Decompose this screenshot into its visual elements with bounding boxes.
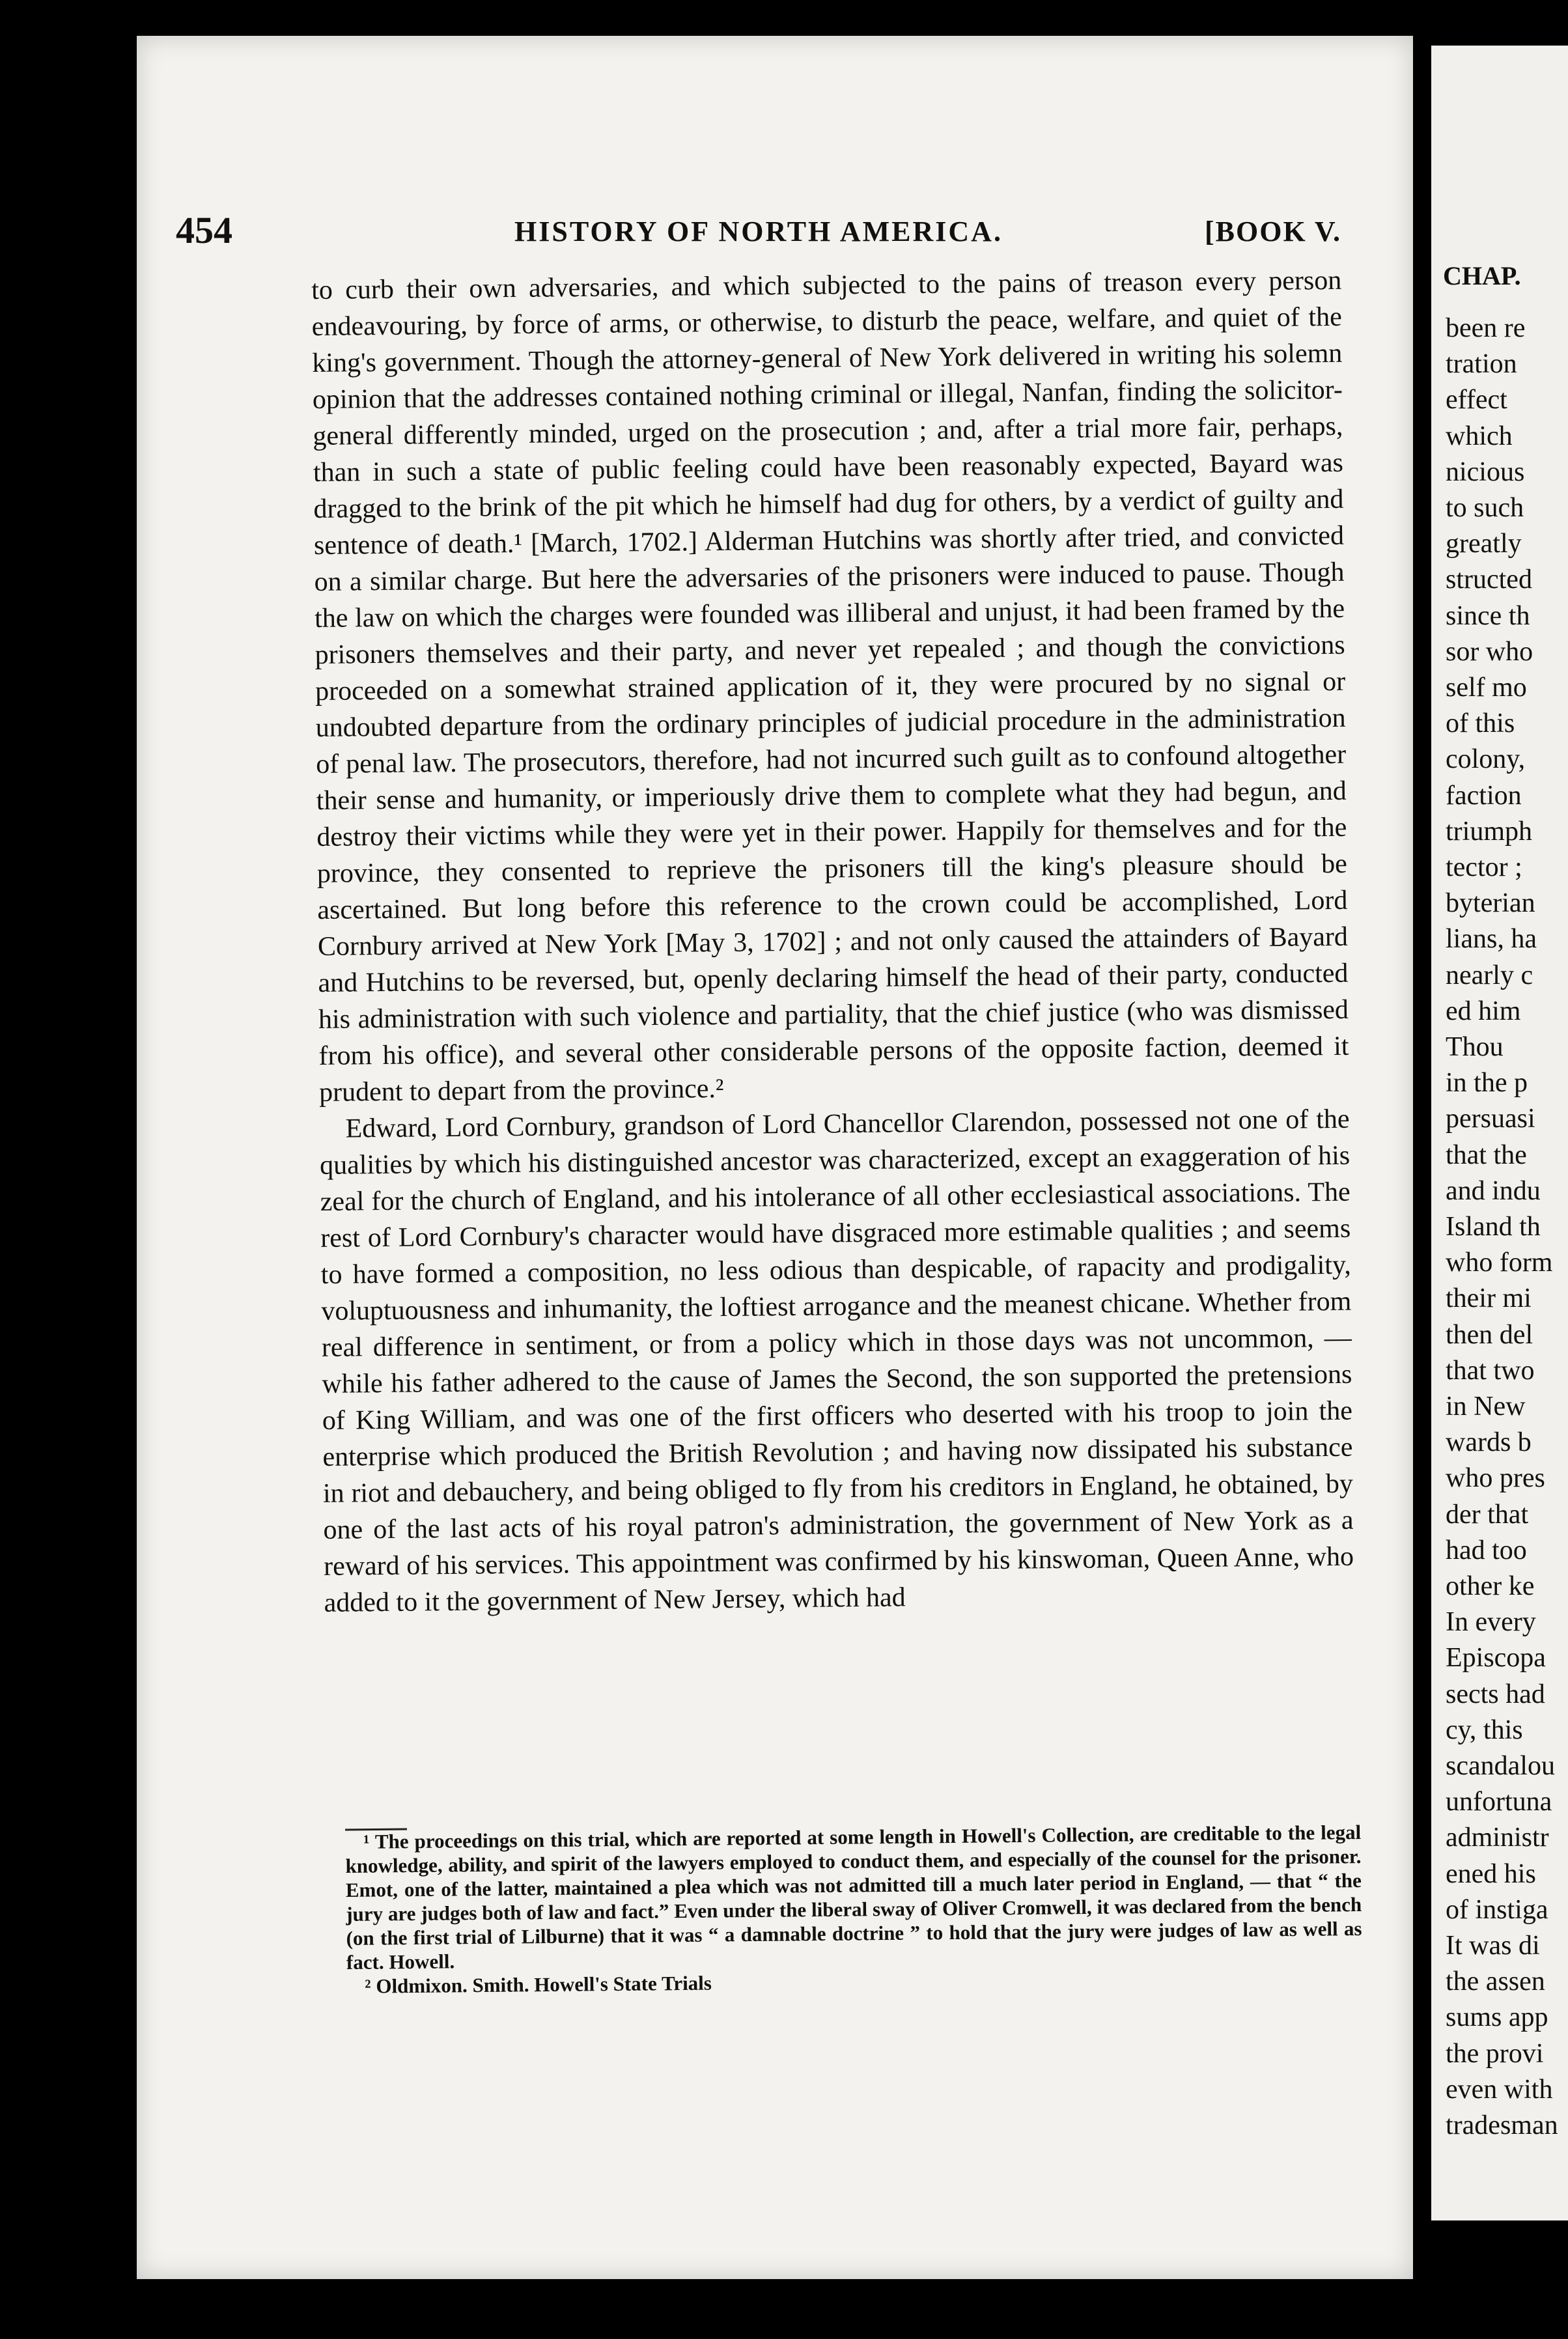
facing-page-line: effect <box>1446 385 1507 415</box>
page-header <box>176 208 1341 260</box>
facing-page-line: ened his <box>1446 1858 1536 1889</box>
facing-page-line: since th <box>1446 600 1530 631</box>
facing-page-line: cy, this <box>1446 1715 1523 1745</box>
facing-page-line: tradesman <box>1446 2110 1558 2140</box>
facing-page-line: sor who <box>1446 636 1533 667</box>
facing-page-line: sects had <box>1446 1679 1545 1709</box>
paragraph-1: to curb their own adversaries, and which subjected to the pains of treason every person endeavouring, by force of arms, or otherwise, to disturb the peace, welfare, and quiet of the king's government. Though the attorney-general of New York delivered in writing his solemn opinion that the addresses contained nothing criminal or illegal, Nanfan, finding the solicitor-general differently minded, urged on the prosecution ; and, after a trial more fair, perhaps, than in such a state of public feeling could have been reasonably expected, Bayard was dragged to the brink of the pit which he himself had dug for others, by a verdict of guilty and sentence of death.¹ [March, 1702.] Alderman Hutchins was shortly after tried, and convicted on a similar charge. But here the adversaries of the prisoners were induced to pause. Though the law on which the charges were founded was illiberal and unjust, it had been framed by the prisoners themselves and their party, and never yet repealed ; and though the convictions proceeded on a somewhat strained application of it, they were procured by no signal or undoubted departure from the ordinary principles of judicial procedure in the administration of penal law. The prosecutors, therefore, had not incurred such guilt as to confound altogether their sense and humanity, or imperiously drive them to complete what they had begun, and destroy their victims while they were yet in their power. Happily for themselves and for the province, they consented to reprieve the prisoners till the king's pleasure should be ascertained. But long before this reference to the crown could be accomplished, Lord Cornbury arrived at New York [May 3, 1702] ; and not only caused the attainders of Bayard and Hutchins to be reversed, but, openly declaring himself the head of their party, conducted his administration with such violence and partiality, that the chief justice (who was dismissed from his office), and several other considerable persons of the opposite faction, deemed it prudent to depart from the province.² <box>311 265 1349 1108</box>
facing-page-line: other ke <box>1446 1571 1535 1601</box>
paragraph-2: Edward, Lord Cornbury, grandson of Lord Chancellor Clarendon, possessed not one of the qualities by which his distinguished ancestor was characterized, except an exaggeration of his zeal for the church of England, and his intolerance of all other ecclesiastical associations. The rest of Lord Cornbury's character would have disgraced more estimable qualities ; and seems to have formed a composition, no less odious than despicable, of rapacity and prodigality, voluptuousness and inhumanity, the loftiest arrogance and the meanest chicane. Whether from real difference in sentiment, or from a policy which in those days was not uncommon, — while his father adhered to the cause of James the Second, the son supported the pretensions of King William, and was one of the first officers who deserted with his troop to join the enterprise which produced the British Revolution ; and having now dissipated his substance in riot and debauchery, and being obliged to fly from his creditors in England, he obtained, by one of the last acts of his royal patron's administration, the government of New York as a reward of his services. This appointment was confirmed by his kinswoman, Queen Anne, who added to it the government of New Jersey, which had <box>319 1104 1354 1618</box>
facing-page-line: In every <box>1446 1607 1536 1638</box>
page-number: 454 <box>176 209 232 251</box>
running-title: HISTORY OF NORTH AMERICA. <box>514 216 1003 247</box>
facing-page-line: had too <box>1446 1535 1527 1565</box>
facing-page-line: lians, ha <box>1446 924 1537 955</box>
footnotes <box>345 1820 1362 1998</box>
facing-page-line: tector ; <box>1446 852 1522 882</box>
main-text <box>311 262 1354 1621</box>
facing-page-line: tration <box>1446 349 1517 380</box>
facing-page-line: in the p <box>1446 1068 1528 1099</box>
facing-page-line: scandalou <box>1446 1751 1555 1781</box>
facing-page-line: in New <box>1446 1392 1526 1422</box>
book-label: [BOOK V. <box>1205 216 1341 247</box>
facing-page-line: sums app <box>1446 2002 1548 2033</box>
facing-page-line: nicious <box>1446 456 1525 487</box>
facing-page-line: that the <box>1446 1140 1527 1170</box>
facing-page-line: triumph <box>1446 816 1532 847</box>
facing-page-line: unfortuna <box>1446 1787 1552 1817</box>
facing-page-line: that two <box>1446 1355 1535 1386</box>
facing-page-line: of instiga <box>1446 1894 1548 1925</box>
facing-page-line: ed him <box>1446 996 1521 1026</box>
facing-page-line: Thou <box>1446 1032 1504 1062</box>
facing-page-line: faction <box>1446 780 1522 811</box>
facing-page-line: greatly <box>1446 529 1522 559</box>
facing-page-line: and indu <box>1446 1175 1541 1206</box>
facing-page-line: the assen <box>1446 1967 1545 1997</box>
facing-page-line: byterian <box>1446 888 1535 919</box>
facing-page-line: who pres <box>1446 1463 1545 1494</box>
facing-page-line: colony, <box>1446 744 1526 775</box>
facing-page-line: the provi <box>1446 2038 1544 2069</box>
facing-page-line: persuasi <box>1446 1104 1535 1134</box>
facing-page <box>1431 46 1568 2220</box>
facing-page-header: CHAP. <box>1443 261 1521 290</box>
facing-page-line: self mo <box>1446 673 1527 703</box>
facing-page-line: It was di <box>1446 1931 1540 1961</box>
facing-page-line: their mi <box>1446 1283 1532 1314</box>
facing-page-line: administr <box>1446 1823 1549 1853</box>
facing-page-line: Episcopa <box>1446 1643 1546 1674</box>
facing-page-line: nearly c <box>1446 960 1533 990</box>
facing-page-line: been re <box>1446 313 1526 343</box>
facing-page-line: wards b <box>1446 1427 1532 1458</box>
facing-page-line: of this <box>1446 708 1515 739</box>
footnote-2: ² Oldmixon. Smith. Howell's State Trials <box>365 1971 712 1998</box>
facing-page-line: to such <box>1446 493 1524 523</box>
facing-page-line: then del <box>1446 1319 1533 1350</box>
facing-page-line: Island th <box>1446 1212 1541 1242</box>
facing-page-line: even with <box>1446 2074 1553 2105</box>
facing-page-line: structed <box>1446 565 1532 595</box>
facing-page-line: which <box>1446 421 1513 451</box>
facing-page-line: der that <box>1446 1499 1529 1530</box>
facing-page-line: who form <box>1446 1248 1553 1278</box>
footnote-1: ¹ The proceedings on this trial, which are reported at some length in Howell's Collection, are creditable to the legal knowledge, ability, and spirit of the lawyers employed to conduct them, and especially of the counsel for the prisoner. Emot, one of the latter, maintained a plea which was not admitted till a much later period in England, — that “ the jury are judges both of law and fact.” Even under the liberal sway of Oliver Cromwell, it was declared from the bench (on the first trial of Lilburne) that it was “ a damnable doctrine ” to hold that the jury were judges of law as well as fact. Howell. <box>345 1821 1362 1974</box>
